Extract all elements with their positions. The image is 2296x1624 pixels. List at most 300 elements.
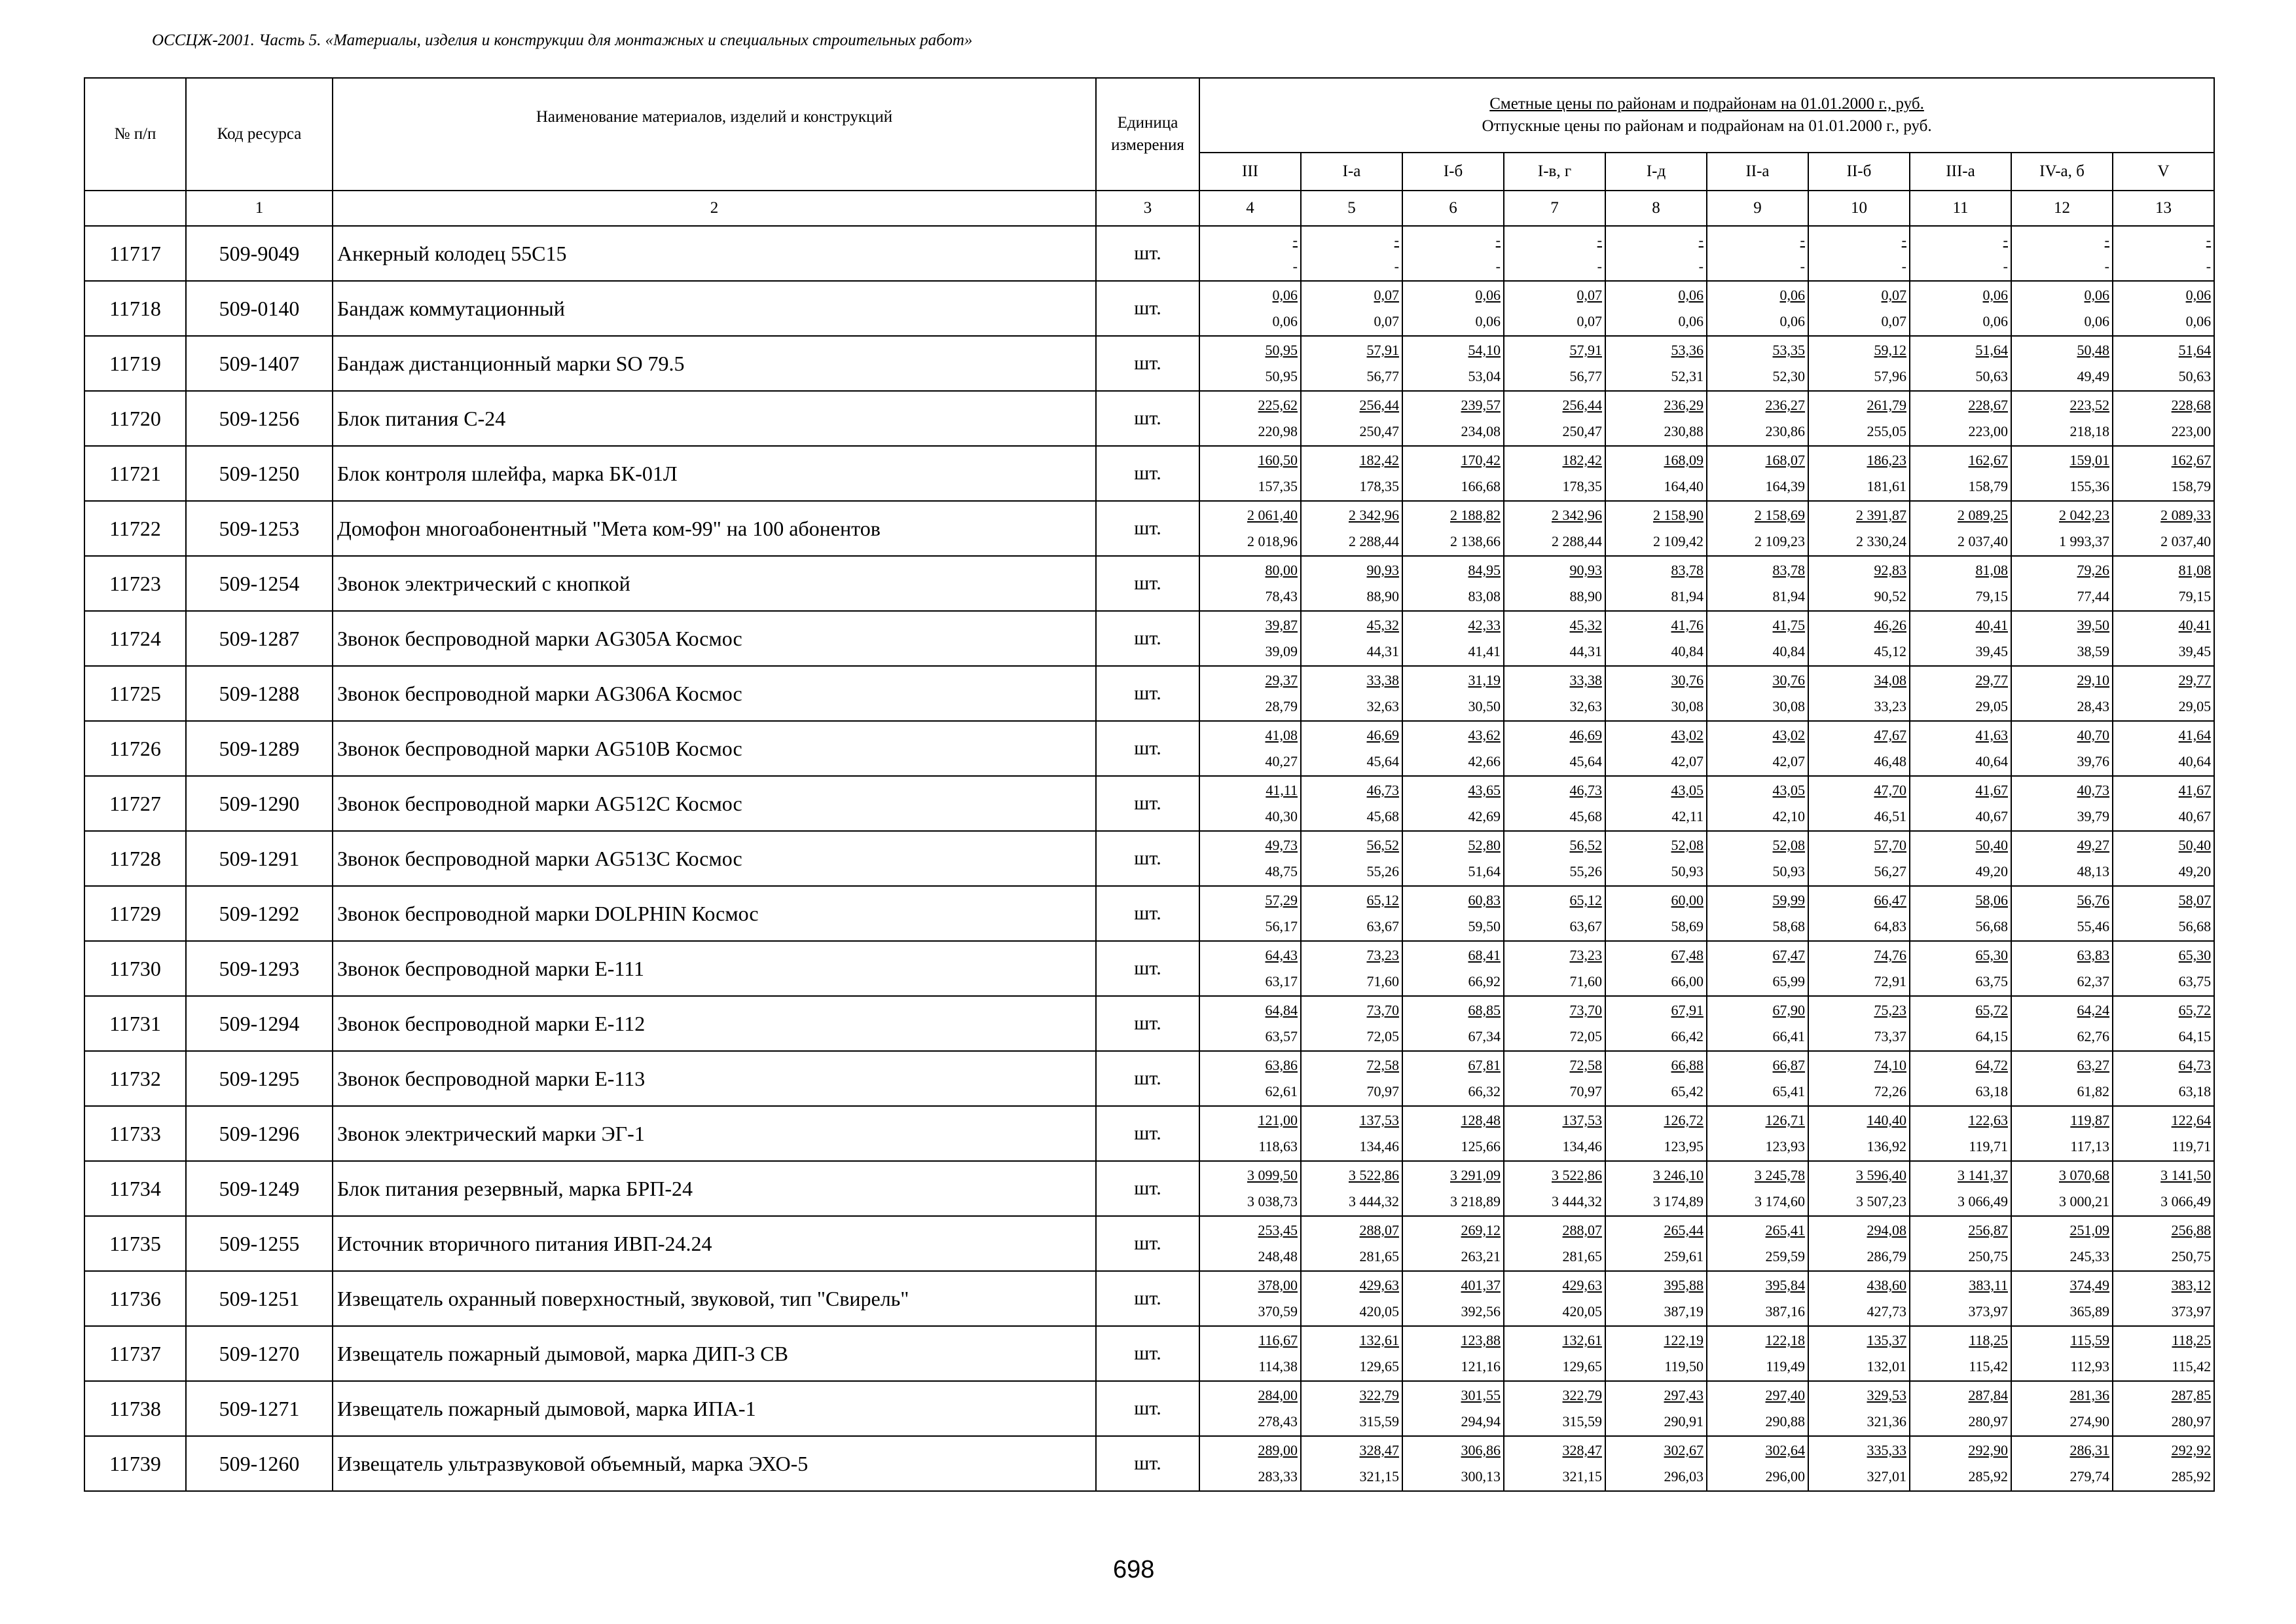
estimated-price: 45,32 <box>1569 617 1602 633</box>
unit: шт. <box>1096 1051 1199 1106</box>
price-cell <box>1402 996 1504 1051</box>
estimated-price: 122,63 <box>1968 1112 2008 1128</box>
price-cell <box>1605 1051 1707 1106</box>
wholesale-price: 49,20 <box>1975 863 2008 879</box>
wholesale-price: 32,63 <box>1569 698 1602 714</box>
price-cell <box>1707 831 1808 886</box>
price-cell <box>2011 721 2113 776</box>
price-cell <box>1402 831 1504 886</box>
wholesale-price: 0,07 <box>1576 313 1602 329</box>
estimated-price: 52,08 <box>1671 837 1704 853</box>
estimated-price: 40,70 <box>2077 727 2109 743</box>
wholesale-price: - <box>1292 258 1298 274</box>
wholesale-price: 72,26 <box>1874 1083 1906 1099</box>
estimated-price: 383,11 <box>1969 1277 2008 1293</box>
estimated-price: 162,67 <box>2171 452 2212 468</box>
price-cell <box>1199 1106 1301 1161</box>
wholesale-price: 79,15 <box>2178 588 2212 604</box>
column-number: 10 <box>1808 191 1910 226</box>
price-cell <box>1199 721 1301 776</box>
estimated-price: 297,43 <box>1664 1387 1704 1403</box>
estimated-price: 2 158,69 <box>1755 507 1805 523</box>
price-cell <box>1504 281 1605 336</box>
wholesale-price: 65,42 <box>1671 1083 1704 1099</box>
unit: шт. <box>1096 666 1199 721</box>
wholesale-price: 420,05 <box>1562 1303 1602 1320</box>
price-cell <box>2113 391 2214 446</box>
price-cell <box>2011 1216 2113 1271</box>
table-row <box>84 556 2214 611</box>
estimated-price: 53,35 <box>1772 342 1805 358</box>
estimated-price: 46,69 <box>1366 727 1399 743</box>
price-cell <box>1910 1271 2011 1326</box>
price-cell <box>1808 1216 1910 1271</box>
wholesale-price: - <box>1800 258 1805 274</box>
price-cell <box>2113 336 2214 391</box>
estimated-price: 57,70 <box>1874 837 1906 853</box>
wholesale-price: 63,18 <box>1975 1083 2008 1099</box>
estimated-price: 46,69 <box>1569 727 1602 743</box>
item-name: Звонок электрический с кнопкой <box>333 556 1096 611</box>
price-cell <box>2113 1051 2214 1106</box>
estimated-price: 46,73 <box>1569 782 1602 798</box>
row-number: 11736 <box>84 1271 186 1326</box>
estimated-price: 429,63 <box>1359 1277 1399 1293</box>
price-cell <box>1402 336 1504 391</box>
item-name: Звонок беспроводной марки AG510B Космос <box>333 721 1096 776</box>
region-header: III <box>1199 153 1301 191</box>
wholesale-price: 63,17 <box>1265 973 1298 989</box>
estimated-price: 3 141,50 <box>2160 1167 2212 1183</box>
estimated-price: 41,64 <box>2178 727 2212 743</box>
unit: шт. <box>1096 1381 1199 1436</box>
estimated-price: 170,42 <box>1461 452 1501 468</box>
estimated-price: 29,77 <box>1975 672 2008 688</box>
price-cell <box>1605 721 1707 776</box>
wholesale-price: 39,45 <box>2178 643 2212 659</box>
price-cell <box>1707 1051 1808 1106</box>
wholesale-price: 44,31 <box>1366 643 1399 659</box>
estimated-price: 40,73 <box>2077 782 2109 798</box>
price-cell <box>1605 941 1707 996</box>
estimated-price: 256,44 <box>1359 397 1399 413</box>
wholesale-price: 290,91 <box>1664 1413 1704 1430</box>
item-name: Звонок беспроводной марки DOLPHIN Космос <box>333 886 1096 941</box>
wholesale-price: 223,00 <box>2171 423 2212 439</box>
price-cell <box>2113 886 2214 941</box>
price-cell <box>2113 831 2214 886</box>
estimated-price: 121,00 <box>1258 1112 1298 1128</box>
estimated-price: 126,72 <box>1664 1112 1704 1128</box>
wholesale-price: 157,35 <box>1258 478 1298 494</box>
resource-code: 509-1249 <box>186 1161 333 1216</box>
resource-code: 509-1292 <box>186 886 333 941</box>
estimated-price: 66,87 <box>1772 1057 1805 1073</box>
wholesale-price: 134,46 <box>1359 1138 1399 1154</box>
row-number: 11718 <box>84 281 186 336</box>
price-cell <box>1605 226 1707 281</box>
unit: шт. <box>1096 1271 1199 1326</box>
price-cell <box>1910 446 2011 501</box>
wholesale-price: 230,86 <box>1765 423 1805 439</box>
wholesale-price: 49,49 <box>2077 368 2109 384</box>
wholesale-price: 90,52 <box>1874 588 1906 604</box>
wholesale-price: 278,43 <box>1258 1413 1298 1430</box>
wholesale-price: 2 109,42 <box>1653 533 1704 549</box>
unit: шт. <box>1096 556 1199 611</box>
estimated-price: 67,81 <box>1468 1057 1501 1073</box>
wholesale-price: 42,07 <box>1772 753 1805 769</box>
wholesale-price: 2 138,66 <box>1450 533 1501 549</box>
col-header-n: № п/п <box>84 78 186 191</box>
row-number: 11732 <box>84 1051 186 1106</box>
estimated-price: 3 141,37 <box>1958 1167 2008 1183</box>
estimated-price: 0,06 <box>2084 287 2109 303</box>
column-number: 13 <box>2113 191 2214 226</box>
estimated-price: 160,50 <box>1258 452 1298 468</box>
estimated-price: 2 042,23 <box>2059 507 2109 523</box>
column-number: 8 <box>1605 191 1707 226</box>
estimated-price: 67,90 <box>1772 1002 1805 1018</box>
price-cell <box>1707 666 1808 721</box>
estimated-price: - <box>2104 232 2109 248</box>
resource-code: 509-1254 <box>186 556 333 611</box>
wholesale-price: 129,65 <box>1562 1358 1602 1375</box>
price-cell <box>2011 666 2113 721</box>
price-cell <box>1301 501 1402 556</box>
price-cell <box>1707 721 1808 776</box>
estimated-price: - <box>2206 232 2212 248</box>
wholesale-price: 30,08 <box>1671 698 1704 714</box>
price-cell <box>1910 886 2011 941</box>
resource-code: 509-1250 <box>186 446 333 501</box>
price-cell <box>1808 1051 1910 1106</box>
estimated-price: 228,67 <box>1968 397 2008 413</box>
price-cell <box>2011 776 2113 831</box>
row-number: 11724 <box>84 611 186 666</box>
wholesale-price: 0,06 <box>1272 313 1298 329</box>
price-cell <box>2011 1381 2113 1436</box>
wholesale-price: 166,68 <box>1461 478 1501 494</box>
estimated-price: 51,64 <box>1975 342 2008 358</box>
estimated-price: 0,06 <box>2185 287 2212 303</box>
price-cell <box>2113 1216 2214 1271</box>
estimated-price: 236,27 <box>1765 397 1805 413</box>
estimated-price: 60,00 <box>1671 892 1704 908</box>
row-number: 11728 <box>84 831 186 886</box>
price-cell <box>1504 556 1605 611</box>
estimated-price: 41,63 <box>1975 727 2008 743</box>
estimated-price: 0,07 <box>1576 287 1602 303</box>
price-cell <box>1199 391 1301 446</box>
wholesale-price: 119,49 <box>1766 1358 1805 1375</box>
table-row <box>84 611 2214 666</box>
wholesale-price: 58,69 <box>1671 918 1704 934</box>
column-number: 3 <box>1096 191 1199 226</box>
wholesale-price: 81,94 <box>1671 588 1704 604</box>
estimated-price: 302,67 <box>1664 1442 1704 1458</box>
wholesale-price: 40,84 <box>1772 643 1805 659</box>
estimated-price: 49,27 <box>2077 837 2109 853</box>
estimated-price: 31,19 <box>1468 672 1501 688</box>
wholesale-price: 112,93 <box>2070 1358 2109 1375</box>
wholesale-price: 392,56 <box>1461 1303 1501 1320</box>
price-cell <box>1301 336 1402 391</box>
estimated-price: 80,00 <box>1265 562 1298 578</box>
wholesale-price: 38,59 <box>2077 643 2109 659</box>
price-cell <box>1199 281 1301 336</box>
estimated-price: 140,40 <box>1867 1112 1906 1128</box>
wholesale-price: 51,64 <box>1468 863 1501 879</box>
wholesale-price: 79,15 <box>1975 588 2008 604</box>
price-cell <box>1910 611 2011 666</box>
estimated-price: 297,40 <box>1765 1387 1805 1403</box>
price-cell <box>1402 941 1504 996</box>
wholesale-price: 0,07 <box>1374 313 1399 329</box>
estimated-price: 225,62 <box>1258 397 1298 413</box>
row-number: 11719 <box>84 336 186 391</box>
column-number: 6 <box>1402 191 1504 226</box>
estimated-price: 2 089,33 <box>2160 507 2212 523</box>
wholesale-price: 115,42 <box>2172 1358 2212 1375</box>
price-cell <box>1707 1436 1808 1491</box>
wholesale-price: 178,35 <box>1359 478 1399 494</box>
estimated-price: 292,92 <box>2171 1442 2212 1458</box>
price-cell <box>1504 666 1605 721</box>
wholesale-price: 49,20 <box>2178 863 2212 879</box>
estimated-price: 284,00 <box>1258 1387 1298 1403</box>
wholesale-price: 72,91 <box>1874 973 1906 989</box>
unit: шт. <box>1096 1436 1199 1491</box>
price-cell <box>1910 1436 2011 1491</box>
estimated-price: 81,08 <box>1975 562 2008 578</box>
estimated-price: 39,87 <box>1265 617 1298 633</box>
table-row <box>84 1161 2214 1216</box>
price-cell <box>2011 1106 2113 1161</box>
table-row <box>84 666 2214 721</box>
unit: шт. <box>1096 941 1199 996</box>
price-cell <box>1808 446 1910 501</box>
table-row <box>84 721 2214 776</box>
wholesale-price: 164,40 <box>1664 478 1704 494</box>
wholesale-price: 296,00 <box>1765 1468 1805 1485</box>
price-cell <box>2113 666 2214 721</box>
table-row <box>84 941 2214 996</box>
column-number: 4 <box>1199 191 1301 226</box>
wholesale-price: 0,06 <box>1678 313 1704 329</box>
price-cell <box>1910 391 2011 446</box>
price-cell <box>2011 886 2113 941</box>
price-cell <box>2113 1161 2214 1216</box>
wholesale-price: 3 000,21 <box>2059 1193 2109 1209</box>
wholesale-price: - <box>1597 258 1602 274</box>
estimated-price: - <box>1698 232 1704 248</box>
estimated-price: 236,29 <box>1664 397 1704 413</box>
estimated-price: 39,50 <box>2077 617 2109 633</box>
item-name: Блок питания С-24 <box>333 391 1096 446</box>
estimated-price: 74,76 <box>1874 947 1906 963</box>
estimated-price: 67,47 <box>1772 947 1805 963</box>
row-number: 11722 <box>84 501 186 556</box>
estimated-price: 50,40 <box>2178 837 2212 853</box>
region-header: I-в, г <box>1504 153 1605 191</box>
price-cell <box>2113 1106 2214 1161</box>
wholesale-price: 63,67 <box>1569 918 1602 934</box>
price-cell <box>1605 281 1707 336</box>
estimated-price: 3 522,86 <box>1349 1167 1399 1183</box>
estimated-price: 3 245,78 <box>1755 1167 1805 1183</box>
resource-code: 509-1270 <box>186 1326 333 1381</box>
wholesale-price: 63,57 <box>1265 1028 1298 1044</box>
price-cell <box>1707 776 1808 831</box>
estimated-price: 66,88 <box>1671 1057 1704 1073</box>
wholesale-price: 0,06 <box>1779 313 1805 329</box>
wholesale-price: 42,07 <box>1671 753 1704 769</box>
estimated-price: 265,41 <box>1765 1222 1805 1238</box>
resource-code: 509-1290 <box>186 776 333 831</box>
price-cell <box>1707 1161 1808 1216</box>
table-row <box>84 1381 2214 1436</box>
wholesale-price: 285,92 <box>1968 1468 2008 1485</box>
estimated-price: 42,33 <box>1468 617 1501 633</box>
wholesale-price: 42,10 <box>1772 808 1805 824</box>
estimated-price: 162,67 <box>1968 452 2008 468</box>
unit: шт. <box>1096 1216 1199 1271</box>
estimated-price: 56,52 <box>1366 837 1399 853</box>
price-cell <box>1402 1216 1504 1271</box>
price-cell <box>1808 1271 1910 1326</box>
item-name: Извещатель пожарный дымовой, марка ИПА-1 <box>333 1381 1096 1436</box>
wholesale-price: 52,31 <box>1671 368 1704 384</box>
estimated-price: 47,70 <box>1874 782 1906 798</box>
estimated-price: 287,84 <box>1968 1387 2008 1403</box>
wholesale-price: - <box>1698 258 1704 274</box>
wholesale-price: 46,51 <box>1874 808 1906 824</box>
price-cell <box>1402 391 1504 446</box>
estimated-price: 328,47 <box>1562 1442 1602 1458</box>
wholesale-price: 281,65 <box>1562 1248 1602 1264</box>
wholesale-price: 50,93 <box>1671 863 1704 879</box>
wholesale-price: 39,09 <box>1265 643 1298 659</box>
estimated-price: 374,49 <box>2069 1277 2109 1293</box>
estimated-price: 51,64 <box>2178 342 2212 358</box>
price-cell <box>2113 556 2214 611</box>
price-cell <box>1301 721 1402 776</box>
wholesale-price: 64,15 <box>2178 1028 2212 1044</box>
row-number: 11720 <box>84 391 186 446</box>
estimated-price: 64,24 <box>2077 1002 2109 1018</box>
column-number: 12 <box>2011 191 2113 226</box>
price-cell <box>1402 1051 1504 1106</box>
price-cell <box>1910 776 2011 831</box>
column-number: 7 <box>1504 191 1605 226</box>
price-cell <box>2011 831 2113 886</box>
price-cell <box>1808 336 1910 391</box>
price-cell <box>1199 776 1301 831</box>
price-cell <box>1808 721 1910 776</box>
estimated-price: 64,73 <box>2178 1057 2212 1073</box>
estimated-price: 29,10 <box>2077 672 2109 688</box>
wholesale-price: 39,79 <box>2077 808 2109 824</box>
estimated-price: 41,76 <box>1671 617 1704 633</box>
wholesale-price: - <box>1901 258 1906 274</box>
price-cell <box>1910 336 2011 391</box>
price-cell <box>1707 1106 1808 1161</box>
estimated-price: 2 342,96 <box>1552 507 1602 523</box>
estimated-price: 335,33 <box>1867 1442 1906 1458</box>
price-cell <box>1605 501 1707 556</box>
estimated-price: 72,58 <box>1366 1057 1399 1073</box>
estimated-price: 2 061,40 <box>1247 507 1298 523</box>
price-cell <box>1605 776 1707 831</box>
wholesale-price: 280,97 <box>2171 1413 2212 1430</box>
estimated-price: 66,47 <box>1874 892 1906 908</box>
price-cell <box>1301 1051 1402 1106</box>
wholesale-price: 78,43 <box>1265 588 1298 604</box>
price-cell <box>1910 1381 2011 1436</box>
row-number: 11730 <box>84 941 186 996</box>
wholesale-price: 129,65 <box>1359 1358 1399 1375</box>
wholesale-price: 46,48 <box>1874 753 1906 769</box>
wholesale-price: 66,92 <box>1468 973 1501 989</box>
price-cell <box>1707 336 1808 391</box>
price-cell <box>1605 336 1707 391</box>
row-number: 11727 <box>84 776 186 831</box>
column-number: 1 <box>186 191 333 226</box>
wholesale-price: 29,05 <box>2178 698 2212 714</box>
price-cell <box>1504 1326 1605 1381</box>
price-cell <box>1504 1051 1605 1106</box>
region-header: III-а <box>1910 153 2011 191</box>
table-row <box>84 776 2214 831</box>
row-number: 11726 <box>84 721 186 776</box>
estimated-price: 65,30 <box>2178 947 2212 963</box>
column-number: 9 <box>1707 191 1808 226</box>
wholesale-price: 115,42 <box>1969 1358 2008 1375</box>
wholesale-price: 48,75 <box>1265 863 1298 879</box>
estimated-price: 58,07 <box>2178 892 2212 908</box>
price-cell <box>1402 1106 1504 1161</box>
resource-code: 509-9049 <box>186 226 333 281</box>
table-row <box>84 501 2214 556</box>
estimated-price: 73,23 <box>1366 947 1399 963</box>
price-cell <box>1504 1161 1605 1216</box>
item-name: Извещатель охранный поверхностный, звуковой, тип "Свирель" <box>333 1271 1096 1326</box>
price-cell <box>2011 281 2113 336</box>
estimated-price: 65,12 <box>1366 892 1399 908</box>
estimated-price: 168,07 <box>1765 452 1805 468</box>
wholesale-price: 67,34 <box>1468 1028 1501 1044</box>
estimated-price: 63,27 <box>2077 1057 2109 1073</box>
price-cell <box>1808 1326 1910 1381</box>
wholesale-price: 73,37 <box>1874 1028 1906 1044</box>
estimated-price: 401,37 <box>1461 1277 1501 1293</box>
wholesale-price: 77,44 <box>2077 588 2109 604</box>
estimated-price: 29,37 <box>1265 672 1298 688</box>
price-cell <box>1301 1381 1402 1436</box>
price-cell <box>1199 941 1301 996</box>
resource-code: 509-1255 <box>186 1216 333 1271</box>
price-cell <box>1910 1216 2011 1271</box>
price-cell <box>1808 556 1910 611</box>
price-cell <box>1199 1051 1301 1106</box>
wholesale-prices-title: Отпускные цены по районам и подрайонам на 01.01.2000 г., руб. <box>1482 117 1932 135</box>
price-cell <box>1301 391 1402 446</box>
price-cell <box>1301 1271 1402 1326</box>
price-cell <box>1910 1106 2011 1161</box>
estimated-price: 182,42 <box>1359 452 1399 468</box>
wholesale-price: 72,05 <box>1569 1028 1602 1044</box>
